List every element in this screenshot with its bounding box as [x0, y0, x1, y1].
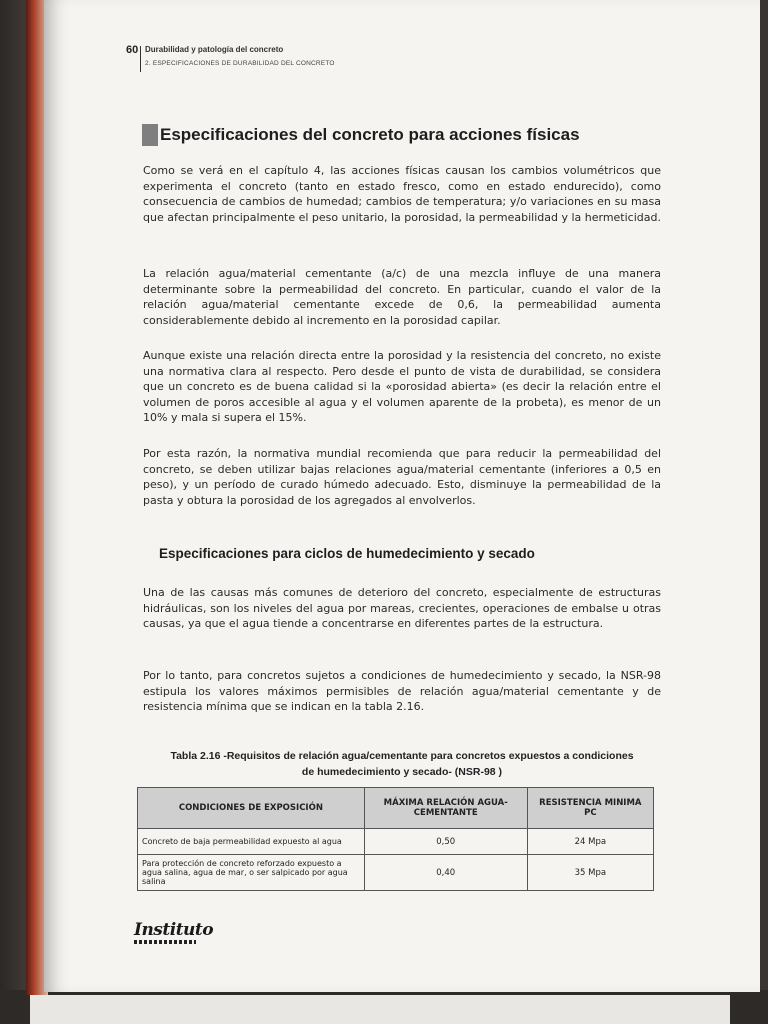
- cell-exposure: Para protección de concreto reforzado expuesto a agua salina, agua de mar, o ser salpicado por agua salina: [138, 855, 365, 891]
- book-title: Durabilidad y patología del concreto: [145, 45, 284, 54]
- paragraph-2: La relación agua/material cementante (a/c) de una mezcla influye de una manera determinante sobre la permeabilidad del concreto. En particular, cuando el valor de la relación agua/material cementante excede de 0,6, la permeabilidad aumenta considerablemente debido al incremento en la porosidad capilar.: [143, 267, 661, 327]
- table-caption-line-1: Tabla 2.16 -Requisitos de relación agua/cementante para concretos expuestos a condiciones: [170, 750, 634, 762]
- section-title: Especificaciones del concreto para acciones físicas: [160, 125, 580, 144]
- page-number: 60: [126, 44, 139, 56]
- subsection-title: Especificaciones para ciclos de humedecimiento y secado: [159, 546, 535, 561]
- logo-tagline: [134, 940, 196, 944]
- next-page-edge: [30, 995, 730, 1024]
- chapter-title: 2. ESPECIFICACIONES DE DURABILIDAD DEL CONCRETO: [145, 60, 335, 67]
- paragraph-1: Como se verá en el capítulo 4, las acciones físicas causan los cambios volumétricos que experimenta el concreto (tanto en estado fresco, como en estado endurecido), como consecuencia de cambios de humedad; cambios de temperatura; y/o variaciones en su masa que afectan principalmente el peso unitario, la porosidad, la permeabilidad y la hermeticidad.: [143, 164, 661, 224]
- col-header-exposure: CONDICIONES DE EXPOSICIÓN: [138, 788, 365, 829]
- requirements-table: [137, 787, 654, 891]
- cell-exposure: Concreto de baja permeabilidad expuesto al agua: [138, 829, 365, 855]
- table-row: [138, 855, 654, 891]
- paragraph-5: Una de las causas más comunes de deterioro del concreto, especialmente de estructuras hidráulicas, son los niveles del agua por mareas, crecientes, operaciones de embalse u otras causas, ya que el agua tiende a concentrarse en diferentes partes de la estructura.: [143, 586, 661, 631]
- cell-strength: 35 Mpa: [527, 855, 653, 891]
- header-divider: [140, 46, 141, 72]
- cell-ratio: 0,40: [364, 855, 527, 891]
- title-marker: [142, 124, 158, 146]
- paragraph-6: Por lo tanto, para concretos sujetos a condiciones de humedecimiento y secado, la NSR-98 estipula los valores máximos permisibles de relación agua/material cementante y de resistencia mínima que se indican en la tabla 2.16.: [143, 669, 661, 714]
- col-header-strength: RESISTENCIA MINIMA PC: [527, 788, 653, 829]
- table-caption-line-2: de humedecimiento y secado- (NSR-98 ): [301, 766, 503, 778]
- table-caption: [143, 748, 661, 780]
- table-header-row: [138, 788, 654, 829]
- col-header-ratio: MÁXIMA RELACIÓN AGUA-CEMENTANTE: [364, 788, 527, 829]
- cell-strength: 24 Mpa: [527, 829, 653, 855]
- institute-logo: Instituto: [134, 920, 214, 940]
- cell-ratio: 0,50: [364, 829, 527, 855]
- table-row: [138, 829, 654, 855]
- paragraph-3: Aunque existe una relación directa entre la porosidad y la resistencia del concreto, no existe una normativa clara al respecto. Pero desde el punto de vista de durabilidad, se considera que un concreto es de buena calidad si la «porosidad abierta» (es decir la relación entre el volumen de poros accesible al agua y el volumen aparente de la probeta), es menor de un 10% y mala si supera el 15%.: [143, 349, 661, 425]
- paragraph-4: Por esta razón, la normativa mundial recomienda que para reducir la permeabilidad del concreto, se deben utilizar bajas relaciones agua/material cementante (inferiores a 0,5 en peso), y un período de curado húmedo adecuado. Esto, disminuye la permeabilidad de la pasta y obtura la porosidad de los agregados al envolverlos.: [143, 447, 661, 507]
